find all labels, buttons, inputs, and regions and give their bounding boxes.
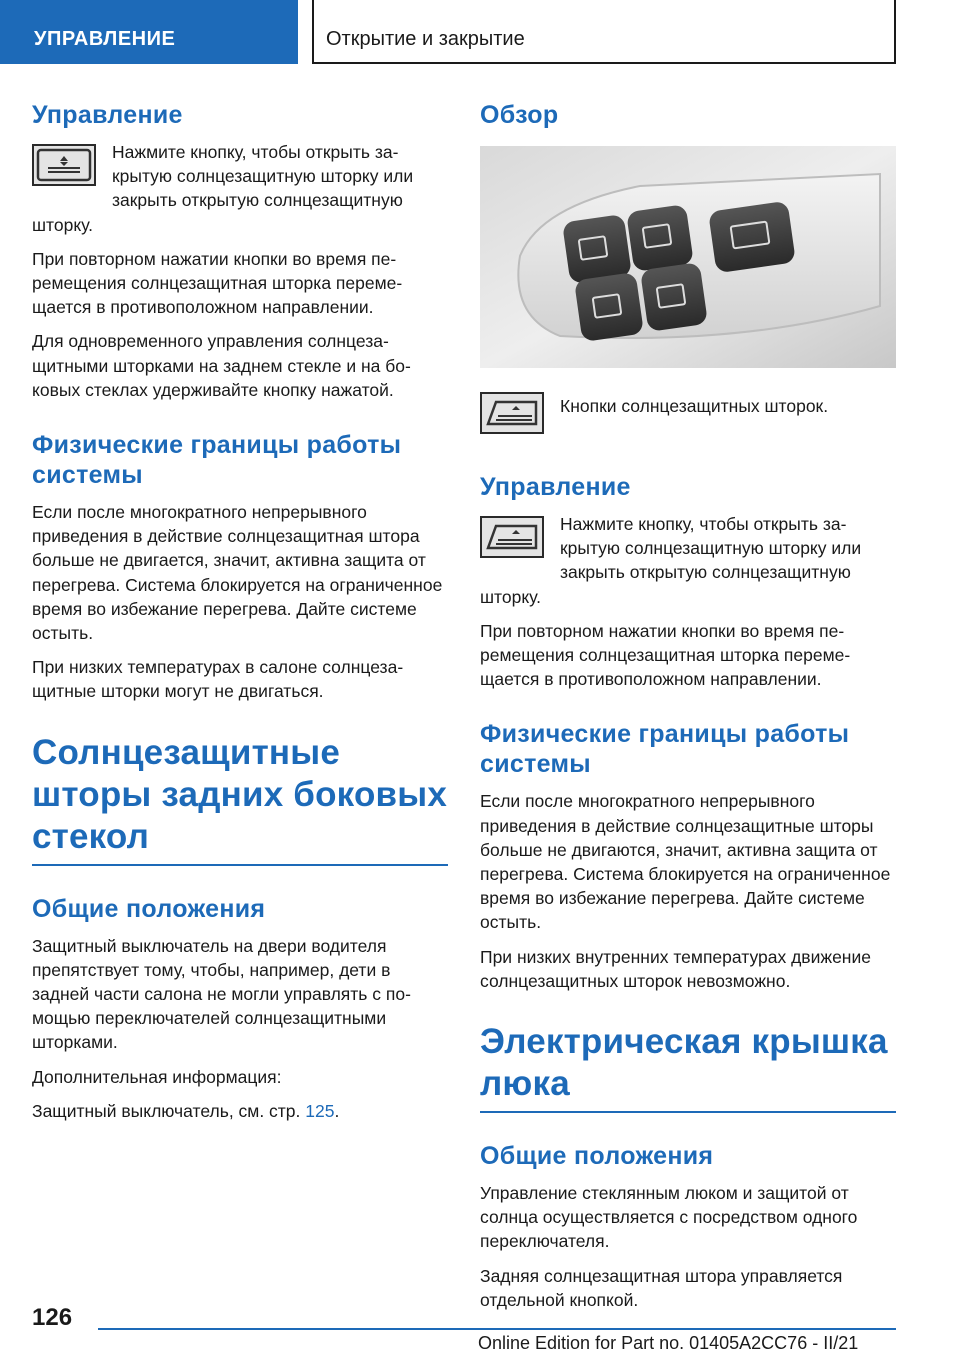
footer-edition: Online Edition for Part no. 01405A2CC76 - II/21	[478, 1333, 859, 1353]
right-control-heading: Управление	[480, 473, 631, 501]
side-sunshade-button-icon	[480, 516, 544, 558]
left-control-heading: Управление	[32, 101, 183, 129]
left-control-intro	[32, 140, 448, 247]
right-control-intro-text: Нажмите кнопку, чтобы открыть закрытую солнцезащитную шторку или закрыть открытую солнцезащитную шторку.	[480, 514, 862, 607]
right-control-p2: При повторном нажатии кнопки во время перемещения солнцезащитная шторка перемещается в противоположном направлении.	[480, 620, 851, 690]
right-general-p2: Задняя солнцезащитная штора управляется отдельной кнопкой.	[480, 1265, 843, 1310]
right-control-section	[480, 472, 896, 691]
left-general-section	[32, 894, 448, 1123]
right-limits-heading: Физические границы работы системы	[480, 720, 850, 779]
left-control-p3: Для одновременного управления солнцезащитными шторками на заднем стекле и на боковых стеклах удерживайте кнопку нажатой.	[32, 331, 411, 400]
left-control-section	[32, 100, 448, 402]
left-limits-p1: Если после многократного непрерывного приведения в действие солнцезащитная штора больше не двигается, значит, активна защита от перегрева. Система блокируется на ограниченное время во избежание перегрева. Дайте системе остыть.	[32, 502, 443, 644]
photo-caption: Кнопки солнцезащитных шторок.	[560, 396, 829, 416]
page-number: 126	[32, 1304, 73, 1331]
left-limits-heading: Физические границы работы системы	[32, 431, 402, 490]
rear-sunshades-title-block	[32, 732, 448, 866]
page-ref-link[interactable]: 125	[305, 1100, 335, 1121]
left-column	[32, 100, 448, 1133]
left-control-p2: При повторном нажатии кнопки во время перемещения солнцезащитная шторка перемещается в противоположном направлении.	[32, 248, 403, 318]
photo-button-5	[708, 201, 796, 274]
left-general-p1: Защитный выключатель на двери водителя препятствует тому, чтобы, например, дети в задней части салона не могли управлять с помощью переключателей солнцезащитными шторками.	[32, 935, 411, 1053]
right-column	[480, 100, 896, 1322]
overview-heading: Обзор	[480, 101, 559, 129]
left-limits-p2: При низких температурах в салоне солнцезащитные шторки могут не двигаться.	[32, 657, 404, 702]
right-general-p1: Управление стеклянным люком и защитой от солнца осуществляется с посредством одного переключателя.	[480, 1183, 858, 1252]
footer-rule	[98, 1328, 896, 1330]
section-tab: УПРАВЛЕНИЕ	[0, 0, 298, 64]
right-general-heading: Общие положения	[480, 1142, 714, 1171]
photo-button-1	[562, 214, 632, 284]
photo-caption-row	[480, 388, 896, 438]
sunroof-title-block	[480, 1021, 896, 1113]
sunroof-heading: Электрическая крышка люка	[480, 1022, 888, 1104]
left-control-intro-text: Нажмите кнопку, чтобы открыть закрытую солнцезащитную шторку или закрыть открытую солнцезащитную шторку.	[32, 142, 414, 235]
page-header-title: Открытие и закрытие	[326, 28, 525, 50]
side-sunshade-button-icon	[480, 392, 544, 434]
right-general-section	[480, 1141, 896, 1312]
right-control-intro	[480, 512, 896, 619]
left-general-heading: Общие положения	[32, 894, 266, 923]
right-limits-p2: При низких внутренних температурах движение солнцезащитных шторок невозможно.	[480, 946, 871, 991]
rear-sunshades-heading: Солнцезащитные шторы задних боковых стекол	[32, 732, 447, 856]
left-general-p3: Защитный выключатель, см. стр. 125.	[32, 1100, 340, 1121]
photo-button-4	[640, 262, 708, 332]
right-limits-section	[480, 719, 896, 993]
left-general-p2: Дополнительная информация:	[32, 1066, 282, 1087]
right-limits-p1: Если после многократного непрерывного приведения в действие солнцезащитные шторы больше не двигаются, значит, активна защита от перегрева. Система блокируется на ограниченное время во избежание перегрева. Дайте системе остыть.	[480, 791, 891, 933]
sunshade-buttons-photo	[480, 146, 896, 368]
left-limits-section	[32, 430, 448, 704]
photo-button-2	[626, 204, 694, 272]
photo-button-3	[574, 272, 644, 342]
rear-sunshade-button-icon	[32, 144, 96, 186]
